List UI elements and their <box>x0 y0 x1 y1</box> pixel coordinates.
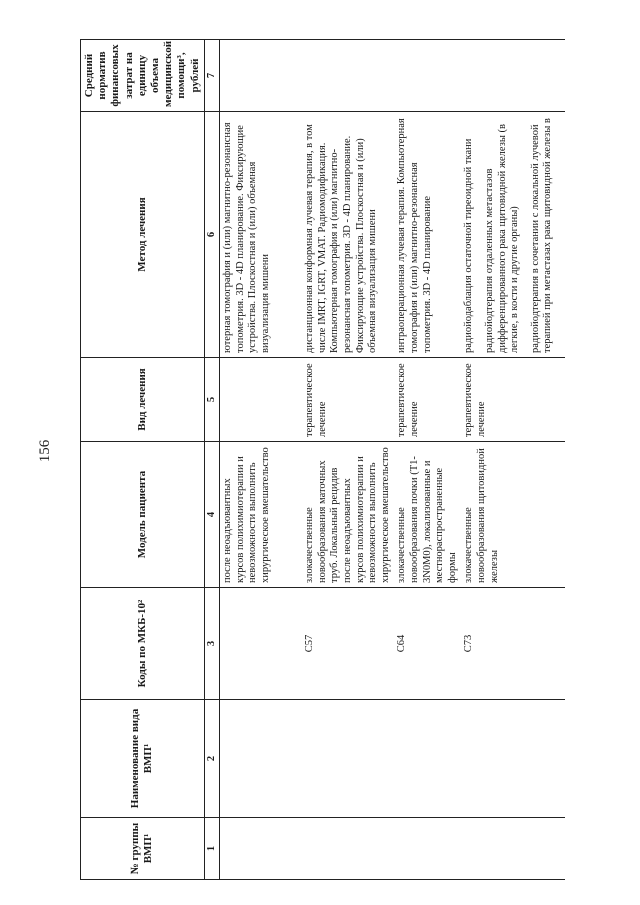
treatment-type-cell: терапевтическое лечение <box>302 358 394 442</box>
rotated-page-content <box>80 40 640 880</box>
column-number: 2 <box>204 700 220 818</box>
vmp-table <box>80 39 565 880</box>
header-vmp-type: Наименование вида ВМП¹ <box>81 700 205 818</box>
treatment-method-cell <box>302 112 394 358</box>
treatment-type-cell <box>220 358 303 442</box>
cost-cell <box>220 40 303 112</box>
method-text: дистанционная конформная лучевая терапия, в том числе IMRT, IGRT, VMAT. Радиомодификация. Компьютерная томография и (или) магнитно-резонансная топометрия. 3D - 4D планирование. Фиксирующие устройства. Плоскостная и (или) объемная визуализация мишени <box>304 124 379 353</box>
table-row <box>461 40 565 880</box>
group-number-cell <box>220 818 303 880</box>
method-text: радиойодаблация остаточной тиреоидной ткани <box>463 138 475 353</box>
patient-model-cell: злокачественные новообразования почки (T1-3N0M0), локализованные и местнораспространенные формы <box>394 442 461 588</box>
treatment-method-cell <box>394 112 461 358</box>
icd-code-cell <box>220 588 303 700</box>
header-treatment-type: Вид лечения <box>81 358 205 442</box>
table-row <box>302 40 394 880</box>
vmp-type-cell <box>461 700 565 818</box>
icd-code-cell: C64 <box>394 588 461 700</box>
vmp-type-cell <box>220 700 303 818</box>
treatment-type-cell: терапевтическое лечение <box>394 358 461 442</box>
group-number-cell <box>394 818 461 880</box>
column-number: 1 <box>204 818 220 880</box>
header-icd-codes: Коды по МКБ-10² <box>81 588 205 700</box>
method-text: радиойодтерапия в сочетании с локальной лучевой терапией при метастазах рака щитовидной железы в <box>529 118 554 353</box>
column-number: 4 <box>204 442 220 588</box>
cost-cell <box>302 40 394 112</box>
group-number-cell <box>302 818 394 880</box>
column-number-row <box>204 40 220 880</box>
header-cost-standard: Средний норматив финансовых затрат на единицу объема медицинской помощи³, рублей <box>81 40 205 112</box>
column-number: 3 <box>204 588 220 700</box>
patient-model-cell: злокачественные новообразования щитовидной железы <box>461 442 565 588</box>
column-number: 6 <box>204 112 220 358</box>
treatment-method-cell <box>461 112 565 358</box>
table-header-row <box>81 40 205 880</box>
treatment-method-cell <box>220 112 303 358</box>
table-row <box>394 40 461 880</box>
method-text: ютерная томография и (или) магнитно-резонансная топометрия. 3D - 4D планирование. Фиксирующие устройства. Плоскостная и (или) объемная визуализация мишени <box>222 122 272 353</box>
cost-cell <box>461 40 565 112</box>
method-text: интраоперационная лучевая терапия. Компьютерная томография и (или) магнитно-резонансная топометрия. 3D - 4D планирование <box>396 118 433 353</box>
table-row <box>220 40 303 880</box>
header-patient-model: Модель пациента <box>81 442 205 588</box>
header-treatment-method: Метод лечения <box>81 112 205 358</box>
column-number: 7 <box>204 40 220 112</box>
vmp-type-cell <box>394 700 461 818</box>
patient-model-cell: злокачественные новообразования маточных труб. Локальный рецидив после неоадъювантных курсов полихимиотерапии и невозможности выполнить хирургическое вмешательство <box>302 442 394 588</box>
cost-cell <box>394 40 461 112</box>
page-number: 156 <box>37 439 53 463</box>
column-number: 5 <box>204 358 220 442</box>
treatment-type-cell: терапевтическое лечение <box>461 358 565 442</box>
icd-code-cell: C73 <box>461 588 565 700</box>
vmp-type-cell <box>302 700 394 818</box>
header-group-number: № группы ВМП¹ <box>81 818 205 880</box>
method-text: радиойодтерапия отдаленных метастазов дифференцированного рака щитовидной железы (в легкие, в кости и другие органы) <box>484 124 521 353</box>
patient-model-cell: после неоадъювантных курсов полихимиотерапии и невозможности выполнить хирургическое вмешательство <box>220 442 303 588</box>
group-number-cell <box>461 818 565 880</box>
icd-code-cell: C57 <box>302 588 394 700</box>
